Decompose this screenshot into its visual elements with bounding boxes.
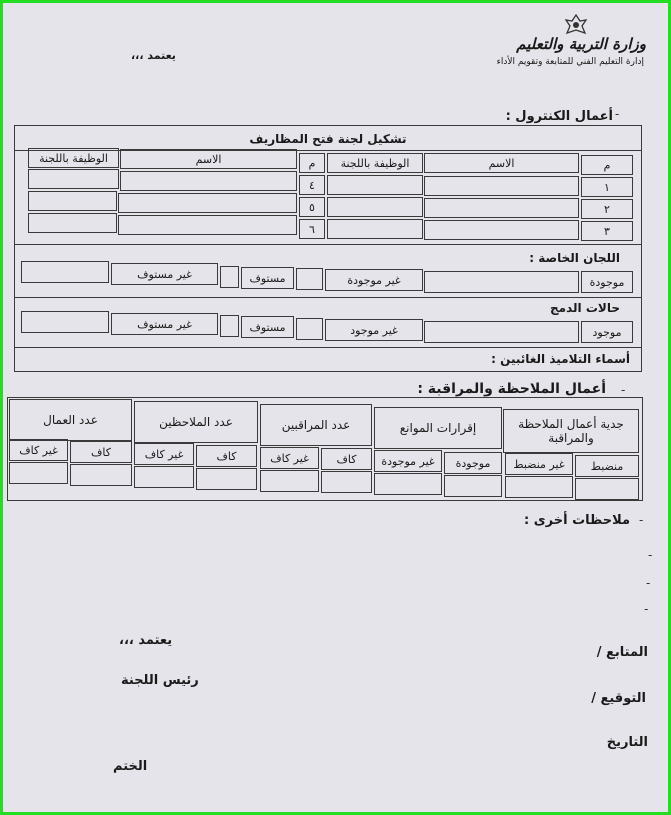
header-name-right: الاسم	[424, 153, 579, 173]
name-cell	[424, 176, 579, 196]
value-cell	[321, 471, 372, 493]
job-cell	[28, 169, 119, 189]
row-num-5: ٥	[299, 197, 325, 217]
header-job-right: الوظيفة باللجنة	[327, 153, 423, 173]
job-cell	[327, 175, 423, 195]
value-cell	[505, 476, 573, 498]
committee-head: رئيس اللجنة	[121, 673, 199, 688]
header-observers: عدد الملاحظين	[134, 401, 258, 443]
name-cell	[424, 198, 579, 218]
merge-title: حالات الدمج	[550, 301, 620, 315]
special-not-adequate-box	[21, 261, 109, 283]
header-name-left: الاسم	[120, 149, 297, 169]
header-seriousness: جدية أعمال الملاحظة والمراقبة	[503, 409, 639, 453]
monitors-no: غير كاف	[260, 447, 319, 469]
divider	[14, 347, 642, 348]
value-cell	[134, 466, 194, 488]
special-not-exists-box	[296, 268, 323, 290]
merge-not-adequate-box	[21, 311, 109, 333]
divider	[14, 297, 642, 298]
ministry-line2: إدارة التعليم الفني للمتابعة وتقويم الأداء	[496, 57, 644, 67]
job-cell	[28, 213, 117, 233]
header-monitors: عدد المراقبين	[260, 404, 372, 446]
merge-adequate: مستوف	[241, 316, 294, 338]
note-line-3: -	[644, 602, 649, 616]
seriousness-no: غير منضبط	[505, 453, 573, 475]
value-cell	[260, 470, 319, 492]
value-cell	[374, 473, 442, 495]
name-cell	[120, 171, 297, 191]
row-num-3: ٣	[581, 221, 633, 241]
merge-not-adequate: غير مستوف	[111, 313, 218, 335]
approve-bottom: يعتمد ،،،	[119, 633, 173, 648]
signature-label: التوقيع /	[591, 691, 646, 706]
ministry-logo	[563, 13, 589, 37]
control-section-title: أعمال الكنترول :	[505, 109, 613, 124]
header-job-left: الوظيفة باللجنة	[28, 148, 119, 168]
ministry-line1: وزارة التربية والتعليم	[516, 35, 646, 53]
note-line-2: -	[646, 576, 651, 590]
note-line-1: -	[648, 548, 653, 562]
row-num-4: ٤	[299, 175, 325, 195]
bullet-dash: -	[615, 107, 620, 121]
approve-top: يعتمد ،،،	[131, 49, 176, 62]
merge-not-exists: غير موجود	[325, 319, 423, 341]
seriousness-yes: منضبط	[575, 455, 639, 477]
follower-label: المتابع /	[596, 645, 648, 660]
observers-no: غير كاف	[134, 443, 194, 465]
other-notes-title: ملاحظات أخرى :	[524, 513, 630, 528]
job-cell	[28, 191, 117, 211]
merge-not-exists-box	[296, 318, 323, 340]
value-cell	[9, 462, 68, 484]
name-cell	[118, 193, 297, 213]
merge-exists: موجود	[581, 321, 633, 343]
absent-students-title: أسماء التلاميذ الغائبين :	[491, 352, 630, 366]
merge-exists-box	[424, 321, 579, 343]
row-num-1: ١	[581, 177, 633, 197]
special-not-exists: غير موجودة	[325, 269, 423, 291]
header-m-left: م	[299, 153, 325, 173]
bullet-dash: -	[639, 513, 644, 527]
header-m-right: م	[581, 155, 633, 175]
header-workers: عدد العمال	[9, 399, 132, 441]
job-cell	[327, 219, 423, 239]
special-adequate-box	[220, 266, 239, 288]
declarations-no: غير موجودة	[374, 450, 442, 472]
stamp-label: الختم	[113, 759, 148, 774]
committee-title: تشكيل لجنة فتح المظاريف	[249, 132, 407, 146]
header-declarations: إقرارات الموانع	[374, 407, 502, 449]
declarations-yes: موجودة	[444, 452, 502, 474]
name-cell	[424, 220, 579, 240]
name-cell	[118, 215, 297, 235]
value-cell	[70, 464, 132, 486]
special-exists-box	[424, 271, 579, 293]
value-cell	[575, 478, 639, 500]
bullet-dash: -	[621, 383, 626, 397]
date-label: التاريخ	[606, 735, 648, 750]
special-adequate: مستوف	[241, 267, 294, 289]
special-not-adequate: غير مستوف	[111, 263, 218, 285]
workers-yes: كاف	[70, 441, 132, 463]
merge-adequate-box	[220, 315, 239, 337]
observation-section-title: أعمال الملاحظة والمراقبة :	[417, 381, 606, 397]
special-committees-title: اللجان الخاصة :	[529, 251, 620, 265]
special-exists: موجودة	[581, 271, 633, 293]
observers-yes: كاف	[196, 445, 257, 467]
workers-no: غير كاف	[9, 439, 68, 461]
job-cell	[327, 197, 423, 217]
monitors-yes: كاف	[321, 448, 372, 470]
value-cell	[196, 468, 257, 490]
row-num-6: ٦	[299, 219, 325, 239]
divider	[14, 244, 642, 245]
value-cell	[444, 475, 502, 497]
row-num-2: ٢	[581, 199, 633, 219]
